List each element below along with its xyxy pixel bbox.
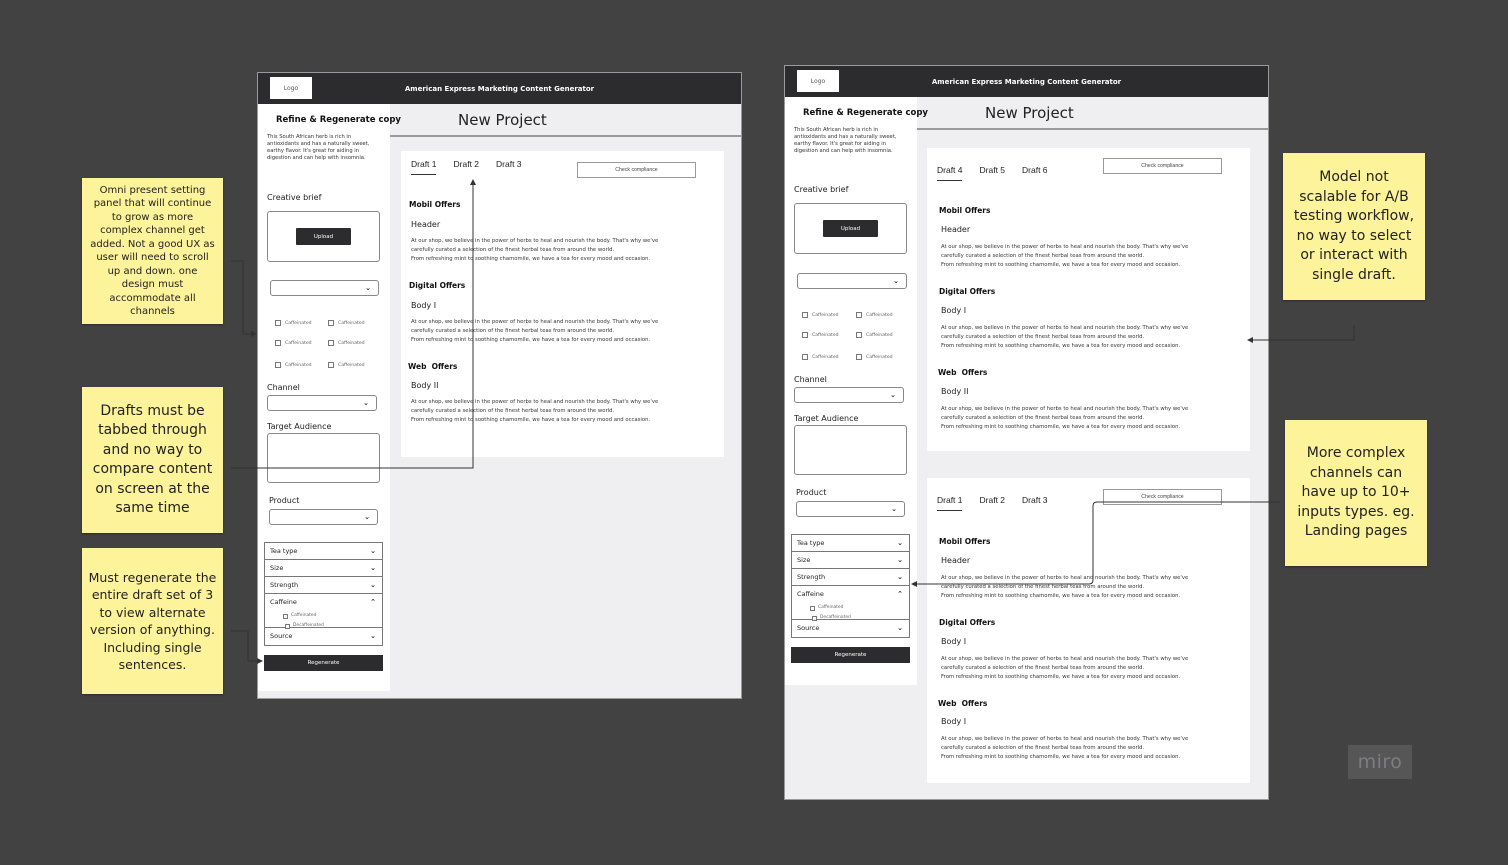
section-body: At our shop, we believe in the power of herbs to heal and nourish the body. That's why we've carefully curated a selection of the finest herbal teas from around the world. From refreshing mint to soothing chamomile, we have a tea for every mood and occasion.	[941, 575, 1189, 599]
product-label: Product	[796, 488, 827, 497]
app-title: American Express Marketing Content Generator	[931, 77, 1122, 86]
section-subheading: Body I	[941, 306, 967, 315]
mockup-right	[784, 65, 1269, 800]
section-body: At our shop, we believe in the power of herbs to heal and nourish the body. That's why we've carefully curated a selection of the finest herbal teas from around the world. From refreshing mint to soothing chamomile, we have a tea for every mood and occasion.	[941, 325, 1189, 349]
accordion-label: Strength	[797, 573, 826, 581]
product-select[interactable]	[269, 509, 378, 525]
checkbox-label: Caffeinated	[338, 340, 365, 346]
accordion-label: Caffeine	[797, 590, 824, 598]
page-title: New Project	[458, 111, 547, 129]
chevron-down-icon: ⌄	[363, 399, 369, 407]
chevron-down-icon: ⌄	[897, 573, 903, 581]
accordion-label: Size	[270, 564, 284, 572]
page-title: New Project	[985, 104, 1074, 122]
target-audience-input[interactable]	[267, 433, 380, 483]
settings-sidebar	[785, 97, 928, 685]
settings-sidebar	[258, 104, 401, 691]
section-subheading: Body II	[941, 387, 969, 396]
draft-tabs	[937, 165, 1048, 181]
accordion-strength[interactable]	[792, 569, 909, 586]
checkbox-label: Caffeinated	[812, 332, 839, 338]
app-header	[258, 73, 741, 104]
section-body: At our shop, we believe in the power of herbs to heal and nourish the body. That's why we've carefully curated a selection of the finest herbal teas from around the world. From refreshing mint to soothing chamomile, we have a tea for every mood and occasion.	[411, 399, 659, 423]
regenerate-button[interactable]: Regenerate	[264, 655, 383, 671]
channel-select[interactable]	[794, 387, 904, 403]
chevron-down-icon: ⌄	[365, 284, 371, 292]
section-subheading: Header	[941, 556, 971, 565]
chevron-down-icon: ⌄	[370, 581, 376, 589]
section-heading: Mobil Offers	[939, 537, 991, 546]
creative-brief-label: Creative brief	[794, 185, 849, 194]
checkbox-item[interactable]	[328, 340, 365, 346]
tab-draft-5[interactable]: Draft 5	[979, 165, 1006, 175]
section-subheading: Body I	[411, 301, 437, 310]
section-heading: Digital Offers	[409, 281, 466, 290]
logo[interactable]: Logo	[797, 70, 839, 92]
section-subheading: Header	[411, 220, 441, 229]
target-audience-label: Target Audience	[794, 414, 859, 423]
product-label: Product	[269, 496, 300, 505]
section-body: At our shop, we believe in the power of herbs to heal and nourish the body. That's why we've carefully curated a selection of the finest herbal teas from around the world. From refreshing mint to soothing chamomile, we have a tea for every mood and occasion.	[941, 406, 1189, 430]
sticky-text: Drafts must be tabbed through and no way to compare content on screen at the same time	[92, 402, 213, 516]
section-heading: Digital Offers	[939, 618, 996, 627]
chevron-down-icon: ⌄	[893, 277, 899, 285]
app-header	[785, 66, 1268, 97]
accordion-label: Tea type	[797, 539, 825, 547]
checkbox-icon[interactable]	[275, 320, 281, 326]
tab-draft-2[interactable]: Draft 2	[453, 159, 480, 169]
upload-button[interactable]: Upload	[823, 220, 878, 237]
checkbox-item[interactable]	[802, 354, 839, 360]
section-heading: Mobil Offers	[409, 200, 461, 209]
checkbox-icon[interactable]	[856, 312, 862, 318]
draft-tabs	[937, 495, 1048, 511]
chevron-up-icon: ⌃	[897, 590, 903, 598]
checkbox-label: Caffeinated	[285, 362, 312, 368]
product-select[interactable]	[796, 501, 905, 517]
accordion-caffeine[interactable]	[265, 594, 382, 628]
section-heading: Web Offers	[938, 368, 988, 377]
sticky-text: Model not scalable for A/B testing workflow, no way to select or interact with single draft.	[1293, 169, 1415, 283]
sidebar-title: Refine & Regenerate copy	[276, 115, 401, 125]
tab-draft-2[interactable]: Draft 2	[979, 495, 1006, 505]
brief-select[interactable]	[797, 273, 907, 289]
tab-draft-6[interactable]: Draft 6	[1022, 165, 1048, 175]
checkbox-icon[interactable]	[802, 312, 808, 318]
channel-select[interactable]	[267, 395, 377, 411]
sidebar-title: Refine & Regenerate copy	[803, 108, 928, 118]
chevron-down-icon: ⌄	[897, 539, 903, 547]
checkbox-icon[interactable]	[328, 320, 334, 326]
checkbox-icon[interactable]	[856, 332, 862, 338]
section-body: At our shop, we believe in the power of herbs to heal and nourish the body. That's why we've carefully curated a selection of the finest herbal teas from around the world. From refreshing mint to soothing chamomile, we have a tea for every mood and occasion.	[941, 736, 1189, 760]
filter-accordion	[791, 534, 910, 638]
page-header	[390, 104, 741, 137]
checkbox-icon[interactable]	[328, 362, 334, 368]
accordion-size[interactable]	[792, 552, 909, 569]
checkbox-label: Caffeinated	[866, 354, 893, 360]
section-heading: Digital Offers	[939, 287, 996, 296]
tab-draft-1[interactable]: Draft 1	[937, 495, 963, 511]
accordion-source[interactable]	[792, 620, 909, 637]
sticky-text: More complex channels can have up to 10+ inputs types. eg. Landing pages	[1297, 445, 1415, 540]
checkbox-icon[interactable]	[856, 354, 862, 360]
section-body: At our shop, we believe in the power of herbs to heal and nourish the body. That's why we've carefully curated a selection of the finest herbal teas from around the world. From refreshing mint to soothing chamomile, we have a tea for every mood and occasion.	[941, 244, 1189, 268]
sidebar-description: This South African herb is rich in antioxidants and has a naturally sweet, earthy flavor. It's great for aiding in digestion and can help with insomnia.	[267, 134, 370, 161]
checkbox-label: Caffeinated	[812, 354, 839, 360]
chevron-down-icon: ⌄	[370, 547, 376, 555]
option-label: Decaffeinated	[820, 615, 851, 620]
checkbox-item[interactable]	[856, 332, 893, 338]
section-subheading: Body II	[411, 381, 439, 390]
app-title: American Express Marketing Content Generator	[404, 84, 595, 93]
sticky-note-omni-panel[interactable]	[82, 178, 223, 324]
channel-label: Channel	[794, 375, 827, 384]
chevron-down-icon: ⌄	[370, 564, 376, 572]
mockup-left	[257, 72, 742, 699]
accordion-label: Size	[797, 556, 811, 564]
target-audience-input[interactable]	[794, 425, 907, 475]
sticky-text: Omni present setting panel that will continue to grow as more complex channel get added. Not a good UX as user will need to scroll up and down. one design must accommodate all channels	[90, 184, 215, 317]
upload-button[interactable]: Upload	[296, 228, 351, 245]
checkbox-label: Caffeinated	[866, 312, 893, 318]
checkbox-icon[interactable]	[802, 354, 808, 360]
accordion-tea-type[interactable]	[792, 535, 909, 552]
filter-accordion	[264, 542, 383, 646]
checkbox-item[interactable]	[856, 312, 893, 318]
chevron-down-icon: ⌄	[897, 556, 903, 564]
sticky-note-drafts-tabbed[interactable]	[82, 387, 223, 533]
checkbox-icon[interactable]	[275, 362, 281, 368]
chevron-down-icon: ⌄	[890, 391, 896, 399]
checkbox-label: Caffeinated	[285, 340, 312, 346]
tab-draft-3[interactable]: Draft 3	[1022, 495, 1048, 505]
check-compliance-button[interactable]: Check compliance	[1103, 489, 1222, 505]
accordion-strength[interactable]	[265, 577, 382, 594]
chevron-up-icon: ⌃	[370, 598, 376, 606]
tab-draft-4[interactable]: Draft 4	[937, 165, 963, 181]
checkbox-item[interactable]	[802, 332, 839, 338]
chevron-down-icon: ⌄	[370, 632, 376, 640]
sticky-text: Must regenerate the entire draft set of 3 to view alternate version of anything. Including single sentences.	[88, 569, 217, 672]
creative-brief-dropzone[interactable]	[794, 203, 907, 254]
miro-watermark: miro	[1348, 745, 1412, 779]
accordion-label: Tea type	[270, 547, 298, 555]
accordion-source[interactable]	[265, 628, 382, 645]
tab-draft-3[interactable]: Draft 3	[496, 159, 522, 169]
section-body: At our shop, we believe in the power of herbs to heal and nourish the body. That's why we've carefully curated a selection of the finest herbal teas from around the world. From refreshing mint to soothing chamomile, we have a tea for every mood and occasion.	[941, 656, 1189, 680]
checkbox-item[interactable]	[328, 320, 365, 326]
section-heading: Web Offers	[408, 362, 458, 371]
chevron-down-icon: ⌄	[897, 624, 903, 632]
sticky-note-regenerate-all[interactable]	[82, 548, 223, 694]
section-subheading: Header	[941, 225, 971, 234]
section-body: At our shop, we believe in the power of herbs to heal and nourish the body. That's why we've carefully curated a selection of the finest herbal teas from around the world. From refreshing mint to soothing chamomile, we have a tea for every mood and occasion.	[411, 319, 659, 343]
option-label: Caffeinated	[818, 605, 844, 610]
accordion-label: Strength	[270, 581, 299, 589]
checkbox-label: Caffeinated	[812, 312, 839, 318]
draft-card-b	[927, 478, 1250, 783]
brief-select[interactable]	[270, 280, 379, 296]
accordion-label: Source	[270, 632, 293, 640]
draft-card	[401, 151, 724, 457]
accordion-label: Caffeine	[270, 598, 297, 606]
accordion-tea-type[interactable]	[265, 543, 382, 560]
checkbox-item[interactable]	[275, 362, 312, 368]
tab-draft-1[interactable]: Draft 1	[411, 159, 437, 175]
checkbox-item[interactable]	[802, 312, 839, 318]
checkbox-item[interactable]	[275, 340, 312, 346]
section-body: At our shop, we believe in the power of herbs to heal and nourish the body. That's why we've carefully curated a selection of the finest herbal teas from around the world. From refreshing mint to soothing chamomile, we have a tea for every mood and occasion.	[411, 238, 659, 262]
draft-tabs	[411, 159, 522, 175]
chevron-down-icon: ⌄	[891, 505, 897, 513]
checkbox-label: Caffeinated	[338, 362, 365, 368]
draft-card-a	[927, 148, 1250, 451]
checkbox-item[interactable]	[328, 362, 365, 368]
accordion-caffeine[interactable]	[792, 586, 909, 620]
logo[interactable]: Logo	[270, 77, 312, 99]
checkbox-item[interactable]	[856, 354, 893, 360]
sticky-note-complex-channels[interactable]	[1285, 420, 1427, 566]
section-heading: Web Offers	[938, 699, 988, 708]
regenerate-button[interactable]: Regenerate	[791, 647, 910, 663]
accordion-size[interactable]	[265, 560, 382, 577]
checkbox-label: Caffeinated	[338, 320, 365, 326]
creative-brief-label: Creative brief	[267, 193, 322, 202]
checkbox-icon[interactable]	[328, 340, 334, 346]
checkbox-icon[interactable]	[275, 340, 281, 346]
sticky-note-ab-testing[interactable]	[1283, 153, 1425, 300]
channel-label: Channel	[267, 383, 300, 392]
checkbox-icon[interactable]	[802, 332, 808, 338]
chevron-down-icon: ⌄	[364, 513, 370, 521]
sidebar-description: This South African herb is rich in antioxidants and has a naturally sweet, earthy flavor. It's great for aiding in digestion and can help with insomnia.	[794, 127, 897, 154]
section-subheading: Body I	[941, 637, 967, 646]
section-heading: Mobil Offers	[939, 206, 991, 215]
section-subheading: Body I	[941, 717, 967, 726]
checkbox-label: Caffeinated	[866, 332, 893, 338]
checkbox-label: Caffeinated	[285, 320, 312, 326]
page-header	[917, 97, 1268, 130]
option-label: Decaffeinated	[293, 623, 324, 628]
checkbox-item[interactable]	[275, 320, 312, 326]
option-label: Caffeinated	[291, 613, 317, 618]
check-compliance-button[interactable]: Check compliance	[1103, 158, 1222, 174]
target-audience-label: Target Audience	[267, 422, 332, 431]
check-compliance-button[interactable]: Check compliance	[577, 162, 696, 178]
creative-brief-dropzone[interactable]	[267, 211, 380, 262]
accordion-label: Source	[797, 624, 820, 632]
